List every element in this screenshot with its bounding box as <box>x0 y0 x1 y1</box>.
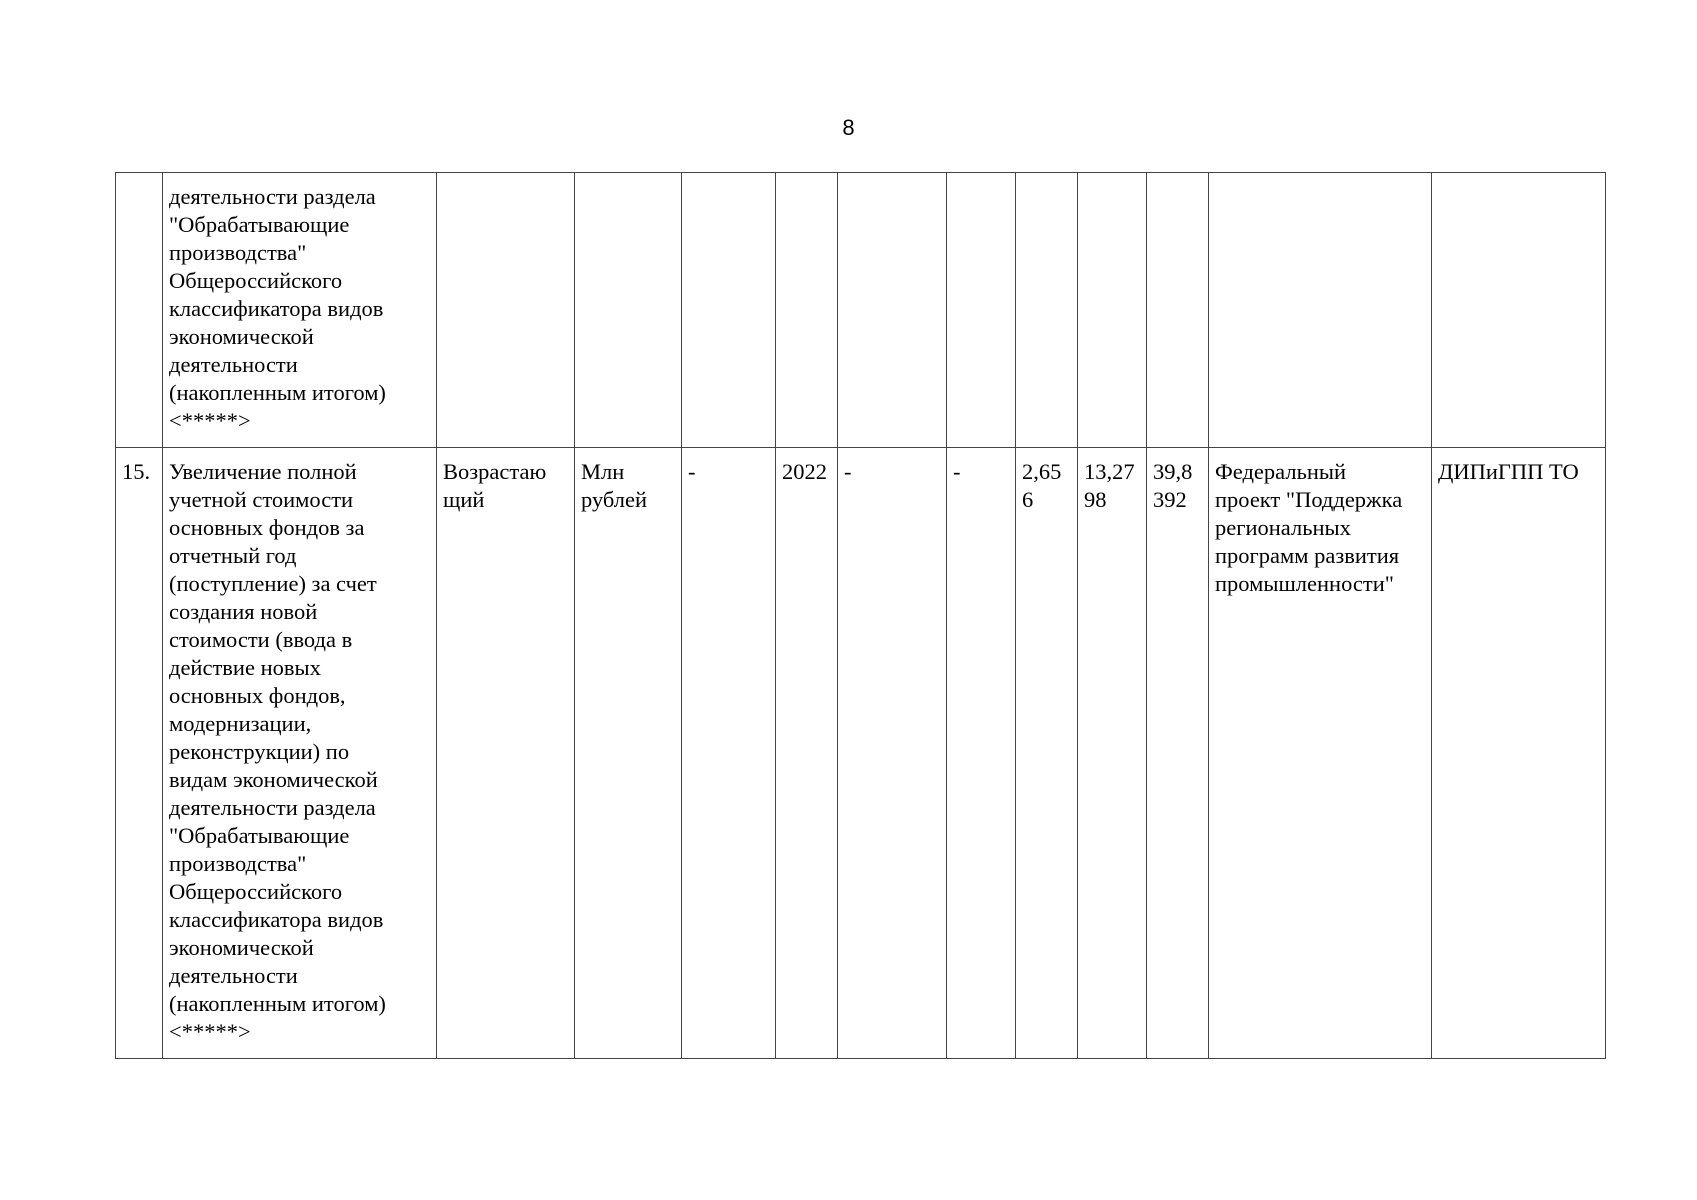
cell-value-2: - <box>947 448 1016 1059</box>
cell-value-3: 2,65 6 <box>1016 448 1078 1059</box>
cell-value-3 <box>1016 173 1078 448</box>
cell-base-value <box>682 173 776 448</box>
cell-number: 15. <box>116 448 163 1059</box>
cell-value-5: 39,8 392 <box>1147 448 1209 1059</box>
cell-value-4 <box>1078 173 1147 448</box>
table-row-continuation <box>116 173 1606 448</box>
cell-number <box>116 173 163 448</box>
cell-indicator-name: Увеличение полной учетной стоимости основных фондов за отчетный год (поступление) за счет создания новой стоимости (ввода в действие новых основных фондов, модернизации, реконструкции) по видам экономической деятельности раздела "Обрабатывающие производства" Общероссийского классификатора видов экономической деятельности (накопленным итогом) <*****> <box>163 448 437 1059</box>
cell-base-year: 2022 <box>776 448 838 1059</box>
cell-project: Федеральный проект "Поддержка региональных программ развития промышленности" <box>1209 448 1432 1059</box>
cell-base-value: - <box>682 448 776 1059</box>
cell-indicator-name: деятельности раздела "Обрабатывающие производства" Общероссийского классификатора видов экономической деятельности (накопленным итогом) <*****> <box>163 173 437 448</box>
cell-responsible <box>1432 173 1606 448</box>
page-number: 8 <box>842 115 855 140</box>
cell-value-1: - <box>838 448 947 1059</box>
cell-value-2 <box>947 173 1016 448</box>
cell-value-5 <box>1147 173 1209 448</box>
cell-unit <box>575 173 682 448</box>
cell-trend <box>437 173 575 448</box>
cell-responsible: ДИПиГПП ТО <box>1432 448 1606 1059</box>
cell-base-year <box>776 173 838 448</box>
cell-value-1 <box>838 173 947 448</box>
cell-trend: Возрастаю щий <box>437 448 575 1059</box>
cell-unit: Млн рублей <box>575 448 682 1059</box>
table-row-15 <box>116 448 1606 1059</box>
cell-value-4: 13,27 98 <box>1078 448 1147 1059</box>
indicators-table <box>115 172 1606 1059</box>
cell-project <box>1209 173 1432 448</box>
